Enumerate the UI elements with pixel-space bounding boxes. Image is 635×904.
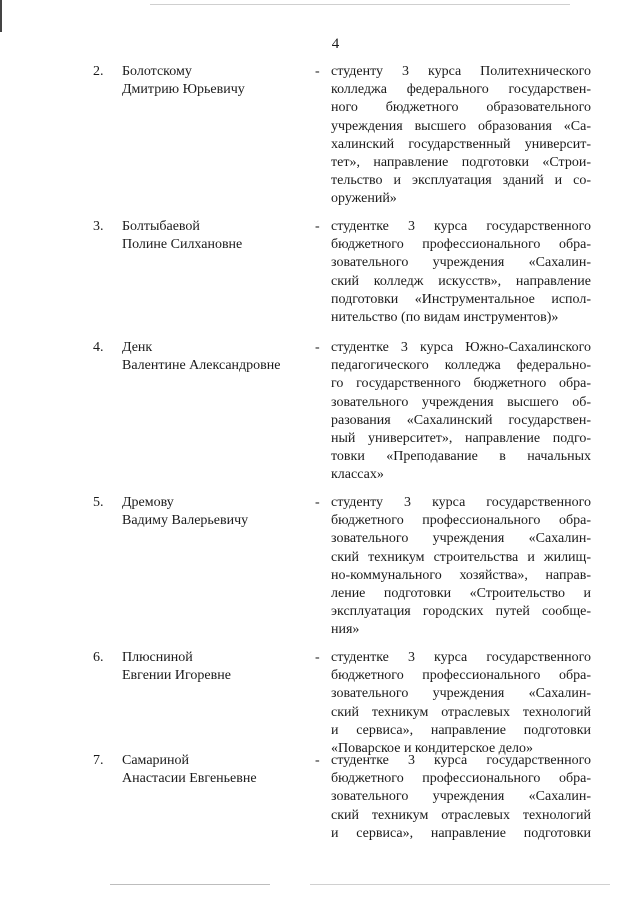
entry-description-line: го государственного бюджетного обра-: [331, 376, 591, 392]
entry-description-line: ление подготовки «Строительство и: [331, 586, 591, 602]
entry-description-line: ский техникум отраслевых технологий: [331, 807, 591, 823]
entry-description-line: но-коммунального хозяйства», направ-: [331, 567, 591, 583]
entry-description-line: студентке 3 курса государственного: [331, 650, 591, 665]
entry-number: 7.: [93, 753, 104, 768]
entry-description-line: и сервиса», направление подготовки: [331, 825, 591, 841]
entry-name-line: Болотскому: [122, 64, 192, 79]
entry-dash: -: [315, 650, 320, 665]
entry-number: 5.: [93, 495, 104, 510]
entry-number: 3.: [93, 219, 104, 234]
entry-description-line: халинский государственный университ-: [331, 136, 591, 152]
entry-name-line: Болтыбаевой: [122, 219, 200, 234]
entry-name-line: Вадиму Валерьевичу: [122, 513, 249, 529]
entry-description-line: эксплуатация городских путей сообще-: [331, 604, 591, 620]
entry-name-line: Дмитрию Юрьевичу: [122, 82, 245, 98]
entry-dash: -: [315, 219, 320, 234]
scan-edge-top: [150, 4, 570, 5]
entry-name-line: Валентине Александровне: [122, 358, 281, 374]
entry-description: [331, 63, 591, 209]
entry-description-line: нительство (по видам инструментов)»: [331, 310, 559, 326]
entry-description-line: тет», направление подготовки «Строи-: [331, 155, 591, 171]
entry-description-line: «Поварское и кондитерское дело»: [331, 741, 533, 757]
entry-description-line: студенту 3 курса Политехнического: [331, 64, 591, 79]
entry-recipient-name: [122, 494, 302, 530]
page-number: 4: [331, 36, 340, 52]
entry-dash: -: [315, 753, 320, 768]
entry-number: 6.: [93, 650, 104, 665]
entry-description-line: товки «Преподавание в начальных: [331, 449, 591, 465]
entry-description-line: тельство и эксплуатация зданий и со-: [331, 173, 591, 189]
entry-description-line: бюджетного профессионального обра-: [331, 513, 591, 529]
entry-description: [331, 339, 591, 485]
entry-number: 2.: [93, 64, 104, 79]
entry-description-line: ский колледж искусств», направление: [331, 273, 591, 289]
entry-description-line: бюджетного профессионального обра-: [331, 237, 591, 253]
entry-description-line: зовательного учреждения «Сахалин-: [331, 789, 591, 805]
entry-name-line: Дремову: [122, 495, 174, 510]
entry-name-line: Полине Силхановне: [122, 237, 243, 253]
entry-number: 4.: [93, 340, 104, 355]
entry-description-line: педагогического колледжа федерально-: [331, 358, 591, 374]
entry-description-line: ский техникум строительства и жилищ-: [331, 549, 591, 565]
entry-description-line: студентке 3 курса государственного: [331, 753, 591, 768]
entry-description-line: ный университет», направление подго-: [331, 431, 591, 447]
entry-description-line: классах»: [331, 467, 384, 483]
entry-description: [331, 494, 591, 640]
entry-recipient-name: [122, 339, 302, 375]
entry-recipient-name: [122, 218, 302, 254]
entry-description-line: зовательного учреждения высшего об-: [331, 394, 591, 410]
entry-name-line: Евгении Игоревне: [122, 668, 231, 684]
entry-description-line: ного бюджетного образовательного: [331, 100, 591, 116]
scan-edge-bottom: [110, 884, 270, 885]
entry-recipient-name: [122, 649, 302, 685]
entry-description-line: студентке 3 курса государственного: [331, 219, 591, 234]
scan-edge-bottom: [310, 884, 610, 885]
scan-edge-left: [0, 0, 2, 32]
entry-recipient-name: [122, 752, 302, 788]
entry-description: [331, 752, 591, 843]
entry-description-line: бюджетного профессионального обра-: [331, 771, 591, 787]
entry-description-line: разования «Сахалинский государствен-: [331, 412, 591, 428]
entry-name-line: Денк: [122, 340, 153, 355]
entry-description-line: колледжа федерального государствен-: [331, 82, 591, 98]
entry-recipient-name: [122, 63, 302, 99]
entry-name-line: Анастасии Евгеньевне: [122, 771, 257, 787]
entry-name-line: Самариной: [122, 753, 190, 768]
entry-description-line: подготовки «Инструментальное испол-: [331, 291, 591, 307]
entry-dash: -: [315, 495, 320, 510]
entry-dash: -: [315, 64, 320, 79]
entry-description-line: и сервиса», направление подготовки: [331, 722, 591, 738]
entry-dash: -: [315, 340, 320, 355]
entry-description-line: ния»: [331, 622, 360, 638]
entry-name-line: Плюсниной: [122, 650, 193, 665]
entry-description-line: зовательного учреждения «Сахалин-: [331, 255, 591, 271]
entry-description-line: зовательного учреждения «Сахалин-: [331, 531, 591, 547]
entry-description-line: бюджетного профессионального обра-: [331, 668, 591, 684]
entry-description: [331, 649, 591, 758]
entry-description: [331, 218, 591, 327]
entry-description-line: ский техникум отраслевых технологий: [331, 704, 591, 720]
entry-description-line: студентке 3 курса Южно-Сахалинского: [331, 340, 591, 355]
entry-description-line: оружений»: [331, 191, 397, 207]
entry-description-line: студенту 3 курса государственного: [331, 495, 591, 510]
entry-description-line: зовательного учреждения «Сахалин-: [331, 686, 591, 702]
entry-description-line: учреждения высшего образования «Са-: [331, 118, 591, 134]
